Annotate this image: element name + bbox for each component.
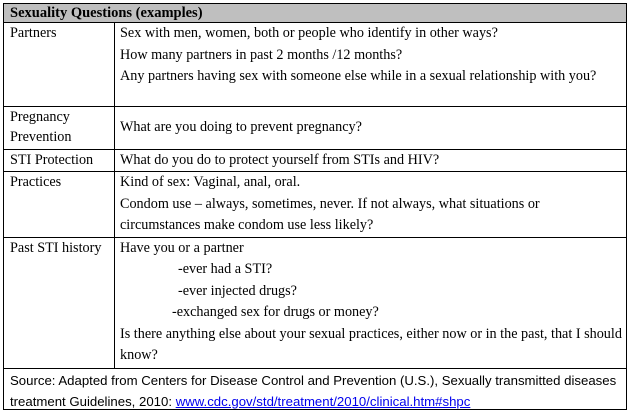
question-line: Have you or a partner bbox=[120, 239, 244, 256]
table-row bbox=[4, 149, 626, 172]
question-line: Any partners having sex with someone else while in a sexual relationship with you? bbox=[120, 68, 597, 84]
row-label-practices: Practices bbox=[4, 172, 115, 238]
question-line: -exchanged sex for drugs or money? bbox=[172, 304, 379, 320]
question-line: Kind of sex: Vaginal, anal, oral. bbox=[120, 174, 301, 190]
row-content-practices bbox=[115, 172, 627, 238]
row-label-past-sti-history bbox=[4, 237, 115, 368]
label-line: Pregnancy Prevention bbox=[10, 108, 72, 145]
row-label-sti-protection: STI Protection bbox=[4, 149, 115, 172]
source-text: Source: Adapted from Centers for Disease Control and Prevention (U.S.), Sexually transmitted diseases treatment Guidelines, 2010: bbox=[10, 372, 617, 409]
question-line: Sex with men, women, both or people who identify in other ways? bbox=[120, 25, 498, 41]
source-citation bbox=[4, 369, 626, 412]
row-content-pregnancy-prevention bbox=[115, 106, 627, 149]
question-line: Condom use – always, sometimes, never. If not always, what situations or circumstances make condom use less likely? bbox=[120, 195, 540, 233]
row-label-partners: Partners bbox=[4, 23, 115, 106]
row-content-sti-protection bbox=[115, 149, 627, 172]
question-line: How many partners in past 2 months /12 months? bbox=[120, 46, 403, 63]
question-line: -ever injected drugs? bbox=[178, 282, 297, 299]
question-line: What are you doing to prevent pregnancy? bbox=[120, 118, 362, 135]
table-row bbox=[4, 172, 626, 238]
question-line: What do you do to protect yourself from STIs and HIV? bbox=[120, 151, 440, 168]
table-row bbox=[4, 237, 626, 368]
label-line: Past STI history bbox=[10, 239, 102, 256]
row-content-partners bbox=[115, 23, 627, 106]
question-line: -ever had a STI? bbox=[178, 261, 273, 277]
table-row bbox=[4, 106, 626, 149]
question-line: Is there anything else about your sexual practices, either now or in the past, that I should know? bbox=[120, 325, 622, 363]
sexuality-questions-table bbox=[3, 3, 627, 410]
questions-grid bbox=[4, 23, 626, 369]
row-content-past-sti-history bbox=[115, 237, 627, 368]
table-row bbox=[4, 23, 626, 106]
source-link[interactable]: www.cdc.gov/std/treatment/2010/clinical.htm#shpc bbox=[175, 393, 471, 409]
row-label-pregnancy-prevention bbox=[4, 106, 115, 149]
table-title: Sexuality Questions (examples) bbox=[4, 4, 626, 23]
